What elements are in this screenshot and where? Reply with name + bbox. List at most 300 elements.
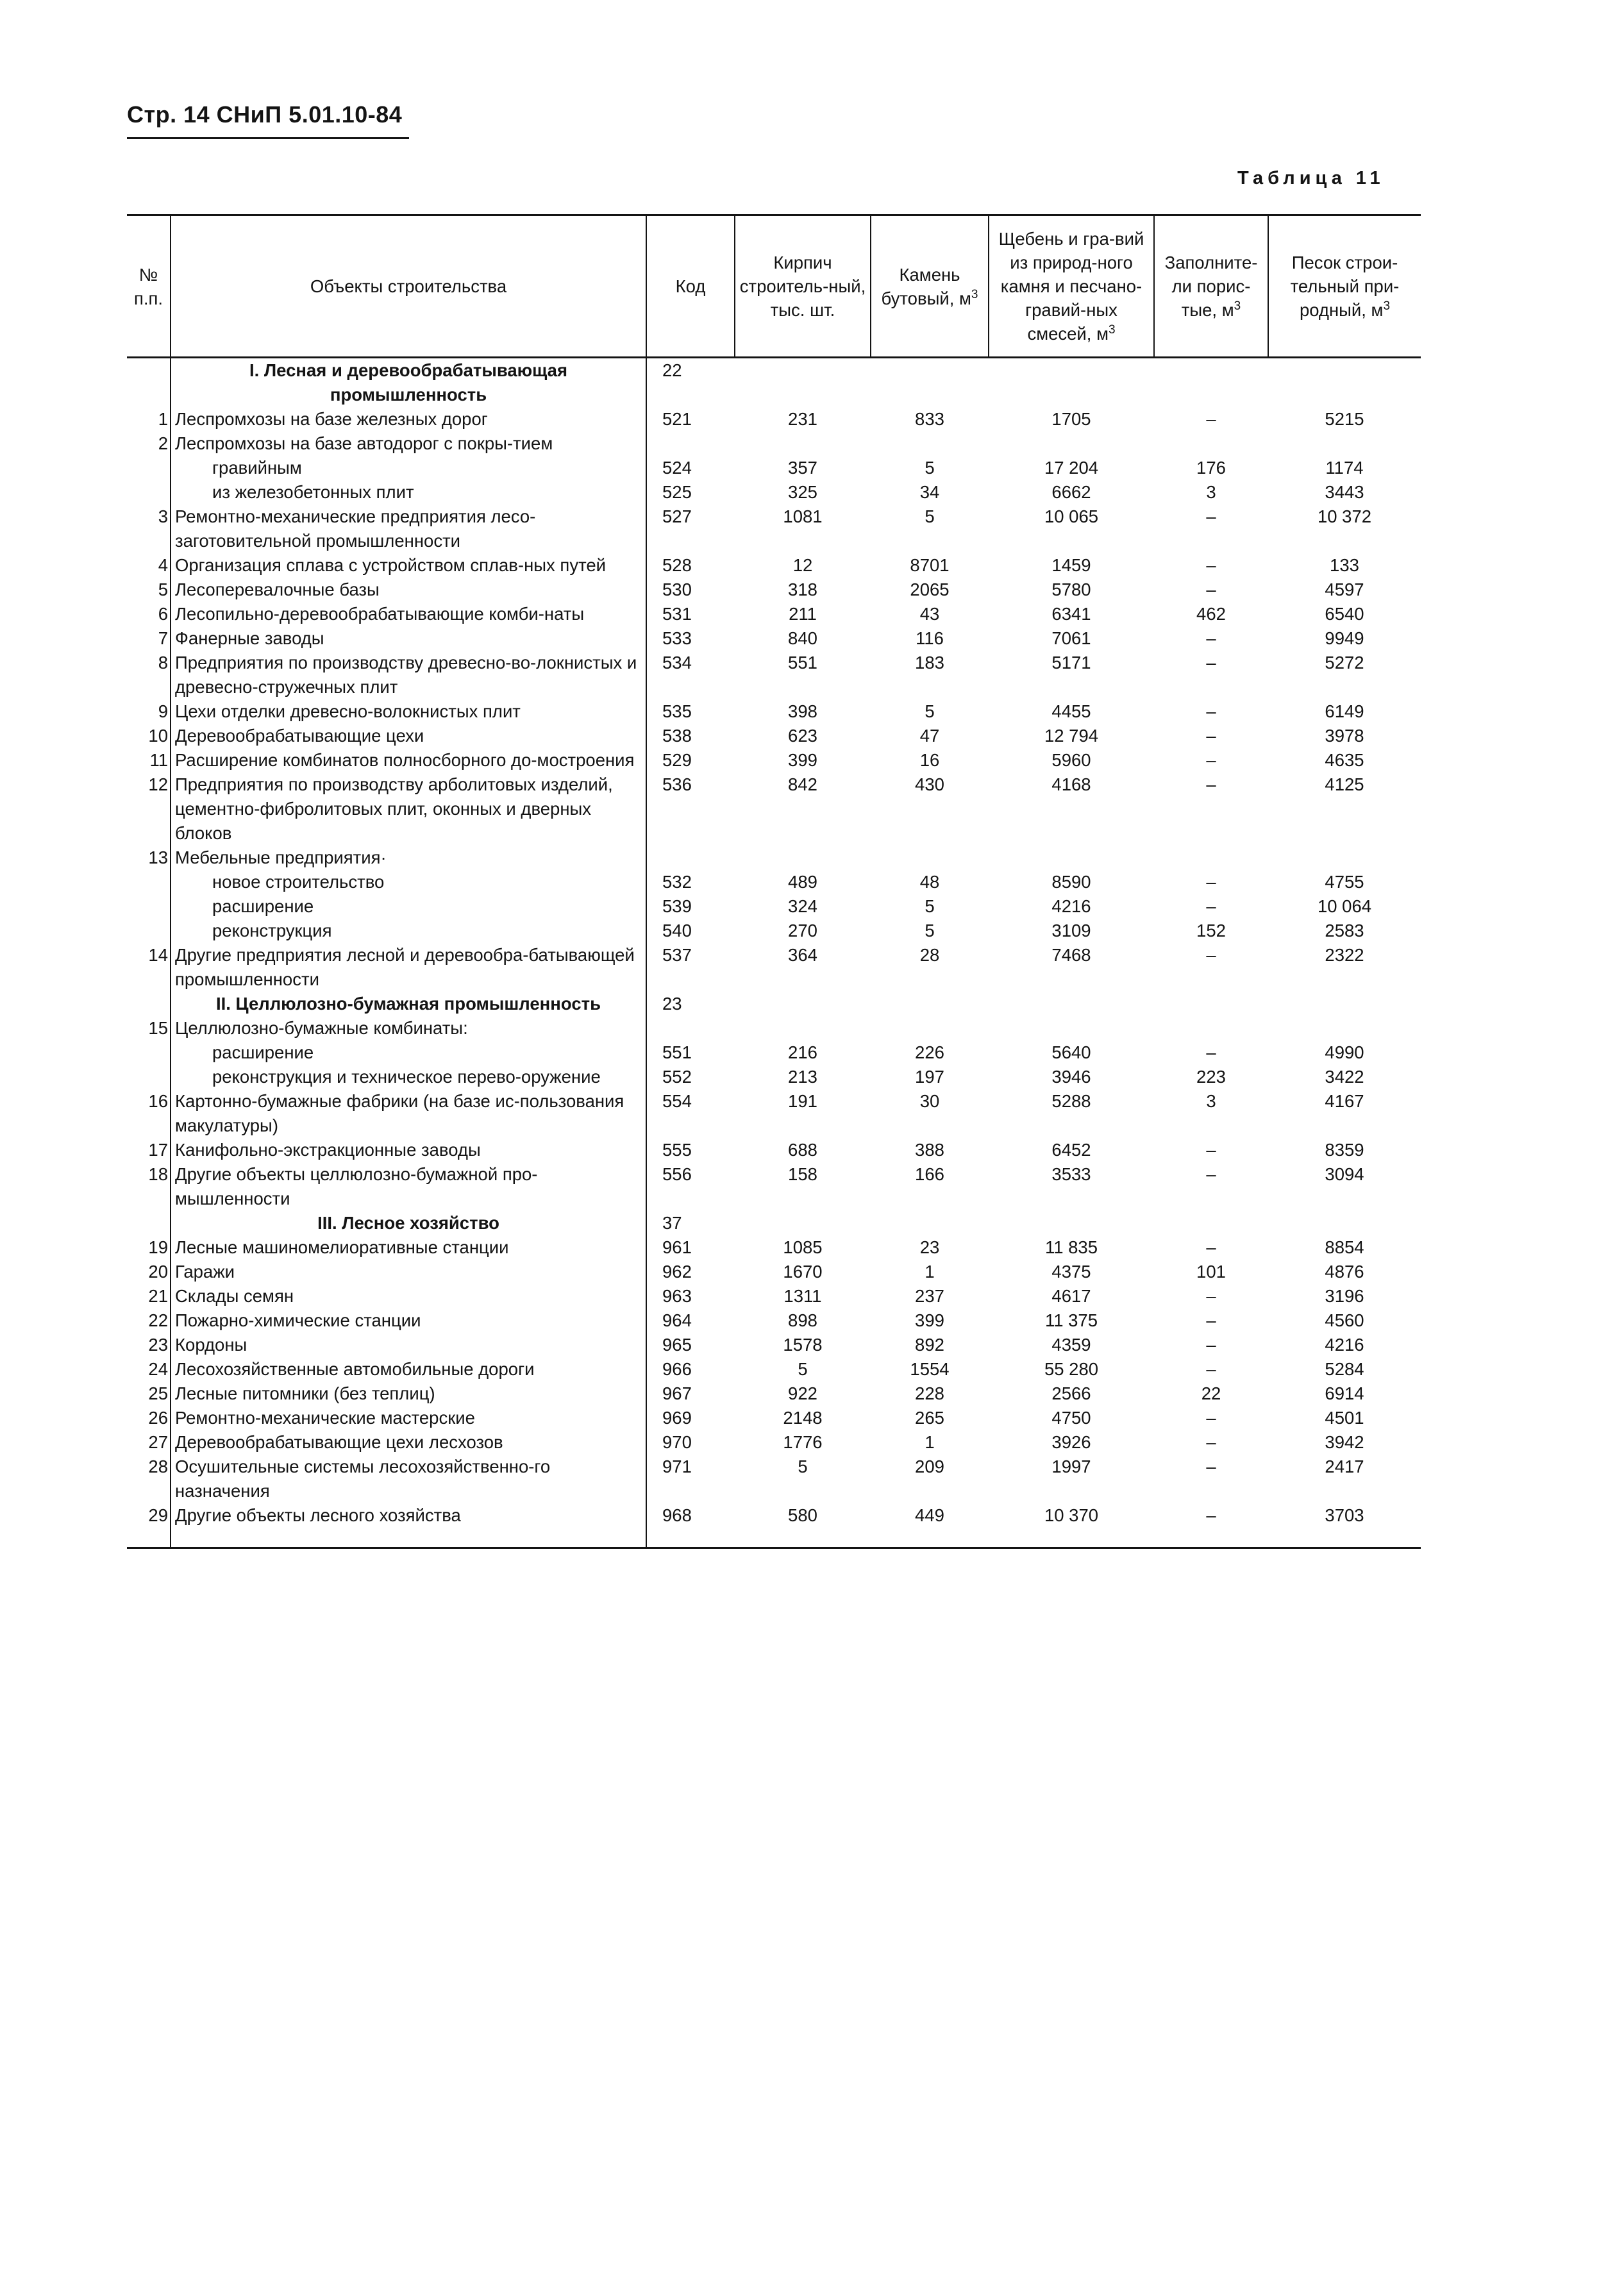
cell-name: Лесопильно-деревообрабатывающие комби-наты bbox=[171, 602, 646, 626]
cell-name: расширение bbox=[171, 1040, 646, 1065]
cell-gravel: 4375 bbox=[1051, 1262, 1091, 1282]
cell-gravel: 5640 bbox=[1051, 1042, 1091, 1062]
cell-brick: 12 bbox=[792, 555, 813, 575]
table-row bbox=[127, 894, 1421, 919]
cell-brick: 922 bbox=[788, 1383, 817, 1403]
cell-brick: 364 bbox=[788, 945, 817, 965]
cell-gravel: 5780 bbox=[1051, 580, 1091, 599]
cell-filler: – bbox=[1206, 1408, 1216, 1428]
cell-no: 25 bbox=[148, 1383, 168, 1403]
cell-no: 3 bbox=[158, 506, 168, 526]
cell-filler: 101 bbox=[1196, 1262, 1226, 1282]
cell-filler bbox=[1154, 358, 1268, 408]
cell-brick: 898 bbox=[788, 1310, 817, 1330]
cell-gravel bbox=[989, 431, 1154, 456]
cell-brick: 216 bbox=[788, 1042, 817, 1062]
cell-code: 963 bbox=[646, 1284, 735, 1308]
cell-brick: 5 bbox=[798, 1457, 808, 1476]
cell-name: Лесоперевалочные базы bbox=[171, 578, 646, 602]
cell-sand: 4167 bbox=[1325, 1091, 1364, 1111]
cell-brick bbox=[735, 1211, 871, 1235]
cell-gravel: 5288 bbox=[1051, 1091, 1091, 1111]
cell-filler bbox=[1154, 1016, 1268, 1040]
cell-no: 19 bbox=[148, 1237, 168, 1257]
cell-code: 552 bbox=[646, 1065, 735, 1089]
cell-gravel bbox=[989, 1016, 1154, 1040]
cell-name: Другие предприятия лесной и деревообра-батывающей промышленности bbox=[171, 943, 646, 992]
cell-stone: 5 bbox=[925, 921, 935, 940]
table-row bbox=[127, 1284, 1421, 1308]
cell-filler: – bbox=[1206, 1237, 1216, 1257]
cell-stone: 47 bbox=[919, 726, 940, 746]
cell-brick: 324 bbox=[788, 896, 817, 916]
cell-code: 540 bbox=[646, 919, 735, 943]
cell-sand: 4876 bbox=[1325, 1262, 1364, 1282]
cell-code: 525 bbox=[646, 480, 735, 505]
cell-brick: 318 bbox=[788, 580, 817, 599]
cell-code: 535 bbox=[646, 699, 735, 724]
cell-brick bbox=[735, 431, 871, 456]
cell-name: Осушительные системы лесохозяйственно-го назначения bbox=[171, 1455, 646, 1503]
cell-brick: 191 bbox=[788, 1091, 817, 1111]
cell-filler: 223 bbox=[1196, 1067, 1226, 1087]
cell-sand bbox=[1268, 1016, 1421, 1040]
cell-no: 6 bbox=[158, 604, 168, 624]
cell-brick: 5 bbox=[798, 1359, 808, 1379]
cell-stone: 116 bbox=[916, 628, 944, 648]
table-row bbox=[127, 748, 1421, 773]
cell-no: 20 bbox=[148, 1262, 168, 1282]
cell-no: 17 bbox=[148, 1140, 168, 1160]
cell-filler: 152 bbox=[1196, 921, 1226, 940]
cell-filler: – bbox=[1206, 1432, 1216, 1452]
cell-stone: 399 bbox=[915, 1310, 944, 1330]
cell-stone: 197 bbox=[915, 1067, 944, 1087]
cell-name: Канифольно-экстракционные заводы bbox=[171, 1138, 646, 1162]
cell-code: 533 bbox=[646, 626, 735, 651]
cell-filler: 462 bbox=[1196, 604, 1226, 624]
table-row bbox=[127, 651, 1421, 699]
cell-name: Фанерные заводы bbox=[171, 626, 646, 651]
cell-name: Склады семян bbox=[171, 1284, 646, 1308]
cell-code: 524 bbox=[646, 456, 735, 480]
cell-brick: 325 bbox=[788, 482, 817, 502]
cell-code: 22 bbox=[646, 358, 735, 408]
cell-gravel: 11 835 bbox=[1044, 1237, 1098, 1257]
cell-no: 8 bbox=[158, 653, 168, 672]
cell-filler: – bbox=[1206, 628, 1216, 648]
cell-gravel: 3533 bbox=[1051, 1164, 1091, 1184]
cell-sand: 5284 bbox=[1325, 1359, 1364, 1379]
cell-no bbox=[127, 1211, 171, 1235]
cell-code: 966 bbox=[646, 1357, 735, 1382]
table-row bbox=[127, 1040, 1421, 1065]
cell-sand: 1174 bbox=[1325, 458, 1364, 478]
cell-filler: – bbox=[1206, 653, 1216, 672]
table-row bbox=[127, 1308, 1421, 1333]
cell-no bbox=[127, 456, 171, 480]
cell-name: Леспромхозы на базе железных дорог bbox=[171, 407, 646, 431]
cell-code: 968 bbox=[646, 1503, 735, 1548]
cell-brick bbox=[735, 358, 871, 408]
cell-code: 969 bbox=[646, 1406, 735, 1430]
cell-filler: 22 bbox=[1201, 1383, 1221, 1403]
cell-brick: 1081 bbox=[783, 506, 823, 526]
cell-brick: 580 bbox=[735, 1503, 871, 1548]
cell-sand: 4597 bbox=[1325, 580, 1364, 599]
cell-no: 7 bbox=[158, 628, 168, 648]
section-heading-row bbox=[127, 992, 1421, 1016]
cell-filler: – bbox=[1206, 701, 1216, 721]
cell-filler: – bbox=[1206, 1164, 1216, 1184]
cell-stone: 183 bbox=[915, 653, 944, 672]
table-row bbox=[127, 724, 1421, 748]
cell-stone: 2065 bbox=[910, 580, 950, 599]
col-header-filler: Заполните-ли порис-тые, $м^3$ bbox=[1154, 215, 1268, 358]
cell-brick: 623 bbox=[788, 726, 817, 746]
cell-gravel: 3109 bbox=[1051, 921, 1091, 940]
table-body bbox=[127, 358, 1421, 1548]
table-row bbox=[127, 1406, 1421, 1430]
cell-filler: – bbox=[1206, 1140, 1216, 1160]
cell-sand: 8854 bbox=[1325, 1237, 1364, 1257]
cell-sand bbox=[1268, 431, 1421, 456]
cell-no: 1 bbox=[158, 409, 168, 429]
cell-name: Лесохозяйственные автомобильные дороги bbox=[171, 1357, 646, 1382]
cell-sand bbox=[1268, 358, 1421, 408]
cell-filler: – bbox=[1206, 506, 1216, 526]
cell-no: 13 bbox=[148, 848, 168, 867]
col-header-code: Код bbox=[646, 215, 735, 358]
cell-stone: 228 bbox=[915, 1383, 944, 1403]
cell-no: 5 bbox=[158, 580, 168, 599]
cell-gravel bbox=[989, 1211, 1154, 1235]
cell-filler: – bbox=[1206, 1310, 1216, 1330]
cell-filler: – bbox=[1206, 409, 1216, 429]
cell-stone: 28 bbox=[919, 945, 940, 965]
cell-brick: 1578 bbox=[783, 1335, 823, 1355]
cell-gravel bbox=[989, 358, 1154, 408]
table-row bbox=[127, 1016, 1421, 1040]
cell-sand: 4216 bbox=[1325, 1335, 1364, 1355]
cell-name: Ремонтно-механические предприятия лесо-заготовительной промышленности bbox=[171, 505, 646, 553]
cell-brick: 213 bbox=[788, 1067, 817, 1087]
cell-name: новое строительство bbox=[171, 870, 646, 894]
cell-code: 556 bbox=[646, 1162, 735, 1211]
cell-name: Леспромхозы на базе автодорог с покры-тием bbox=[171, 431, 646, 456]
cell-filler: 3 bbox=[1206, 1091, 1216, 1111]
cell-gravel: 3926 bbox=[1051, 1432, 1091, 1452]
cell-gravel: 4750 bbox=[1051, 1408, 1091, 1428]
cell-gravel: 6341 bbox=[1051, 604, 1091, 624]
table-row bbox=[127, 1455, 1421, 1503]
cell-sand: 5272 bbox=[1325, 653, 1364, 672]
table-row bbox=[127, 846, 1421, 870]
col-header-no: № п.п. bbox=[133, 264, 163, 308]
table-row bbox=[127, 553, 1421, 578]
cell-stone: 430 bbox=[915, 774, 944, 794]
cell-sand: 8359 bbox=[1325, 1140, 1364, 1160]
cell-no: 10 bbox=[148, 726, 168, 746]
cell-sand: 6149 bbox=[1325, 701, 1364, 721]
cell-sand: 3443 bbox=[1325, 482, 1364, 502]
cell-code: 37 bbox=[646, 1211, 735, 1235]
cell-stone: 16 bbox=[919, 750, 940, 770]
table-row bbox=[127, 1260, 1421, 1284]
cell-gravel: 4168 bbox=[1051, 774, 1091, 794]
cell-name: Кордоны bbox=[171, 1333, 646, 1357]
cell-no: 26 bbox=[148, 1408, 168, 1428]
cell-sand bbox=[1268, 992, 1421, 1016]
cell-brick: 357 bbox=[788, 458, 817, 478]
cell-name: Расширение комбинатов полносборного до-мостроения bbox=[171, 748, 646, 773]
col-header-sand: Песок строи-тельный при-родный, $м^3$ bbox=[1268, 215, 1421, 358]
table-row bbox=[127, 870, 1421, 894]
cell-sand: 3978 bbox=[1325, 726, 1364, 746]
table-row bbox=[127, 1065, 1421, 1089]
cell-brick: 551 bbox=[788, 653, 817, 672]
cell-sand: 4560 bbox=[1325, 1310, 1364, 1330]
cell-code: 521 bbox=[646, 407, 735, 431]
table-row bbox=[127, 1089, 1421, 1138]
table-row bbox=[127, 505, 1421, 553]
cell-name: III. Лесное хозяйство bbox=[171, 1211, 646, 1235]
section-heading-row bbox=[127, 1211, 1421, 1235]
cell-code: 532 bbox=[646, 870, 735, 894]
cell-no: 23 bbox=[148, 1335, 168, 1355]
cell-brick: 398 bbox=[788, 701, 817, 721]
cell-gravel: 10 065 bbox=[1044, 506, 1099, 526]
col-header-name: Объекты строительства bbox=[171, 215, 646, 358]
cell-code: 970 bbox=[646, 1430, 735, 1455]
cell-no bbox=[127, 1040, 171, 1065]
cell-no: 18 bbox=[148, 1164, 168, 1184]
table-row bbox=[127, 1382, 1421, 1406]
cell-no: 27 bbox=[148, 1432, 168, 1452]
cell-brick: 688 bbox=[788, 1140, 817, 1160]
table-caption: Таблица 11 bbox=[1237, 168, 1385, 188]
cell-no bbox=[127, 870, 171, 894]
table-row bbox=[127, 407, 1421, 431]
cell-gravel: 7061 bbox=[1051, 628, 1091, 648]
table-row bbox=[127, 578, 1421, 602]
cell-code: 971 bbox=[646, 1455, 735, 1503]
cell-sand: 3703 bbox=[1268, 1503, 1421, 1548]
cell-gravel: 12 794 bbox=[1044, 726, 1099, 746]
cell-sand: 3942 bbox=[1325, 1432, 1364, 1452]
cell-sand: 3094 bbox=[1325, 1164, 1364, 1184]
cell-name: Деревообрабатывающие цехи лесхозов bbox=[171, 1430, 646, 1455]
cell-stone: 388 bbox=[915, 1140, 944, 1160]
cell-filler: – bbox=[1206, 774, 1216, 794]
cell-gravel: 4455 bbox=[1051, 701, 1091, 721]
cell-filler: 3 bbox=[1206, 482, 1216, 502]
cell-code bbox=[646, 1016, 735, 1040]
cell-stone: 892 bbox=[915, 1335, 944, 1355]
cell-brick bbox=[735, 846, 871, 870]
cell-no bbox=[127, 894, 171, 919]
cell-filler bbox=[1154, 992, 1268, 1016]
cell-filler bbox=[1154, 431, 1268, 456]
table-row bbox=[127, 1235, 1421, 1260]
table-header-row bbox=[127, 215, 1421, 358]
cell-brick: 1311 bbox=[783, 1286, 822, 1306]
cell-stone bbox=[871, 992, 989, 1016]
cell-stone bbox=[871, 1211, 989, 1235]
table-row bbox=[127, 1138, 1421, 1162]
cell-code: 961 bbox=[646, 1235, 735, 1260]
cell-name: реконструкция bbox=[171, 919, 646, 943]
cell-sand: 2417 bbox=[1325, 1457, 1364, 1476]
table-row bbox=[127, 1162, 1421, 1211]
cell-sand: 6540 bbox=[1325, 604, 1364, 624]
cell-name: I. Лесная и деревообрабатывающая промышленность bbox=[171, 358, 646, 408]
cell-stone: 1 bbox=[925, 1432, 935, 1452]
cell-brick: 1670 bbox=[783, 1262, 823, 1282]
cell-code: 964 bbox=[646, 1308, 735, 1333]
cell-brick: 842 bbox=[788, 774, 817, 794]
cell-filler: – bbox=[1206, 896, 1216, 916]
table-row bbox=[127, 919, 1421, 943]
cell-code: 23 bbox=[646, 992, 735, 1016]
cell-code: 967 bbox=[646, 1382, 735, 1406]
cell-name: Другие объекты лесного хозяйства bbox=[171, 1503, 646, 1548]
cell-name: Деревообрабатывающие цехи bbox=[171, 724, 646, 748]
cell-sand: 4755 bbox=[1325, 872, 1364, 892]
cell-gravel: 8590 bbox=[1051, 872, 1091, 892]
cell-code: 530 bbox=[646, 578, 735, 602]
cell-name: реконструкция и техническое перево-оружение bbox=[171, 1065, 646, 1089]
cell-name: Картонно-бумажные фабрики (на базе ис-пользования макулатуры) bbox=[171, 1089, 646, 1138]
cell-code: 962 bbox=[646, 1260, 735, 1284]
cell-stone: 1 bbox=[925, 1262, 935, 1282]
cell-sand: 6914 bbox=[1325, 1383, 1364, 1403]
cell-code bbox=[646, 431, 735, 456]
col-header-gravel: Щебень и гра-вий из природ-ного камня и песчано-гравий-ных смесей, $м^3$ bbox=[989, 215, 1154, 358]
cell-sand: 9949 bbox=[1325, 628, 1364, 648]
cell-brick bbox=[735, 1016, 871, 1040]
cell-filler: – bbox=[1206, 1457, 1216, 1476]
cell-stone: 166 bbox=[915, 1164, 944, 1184]
cell-brick: 158 bbox=[788, 1164, 817, 1184]
cell-no: 11 bbox=[149, 750, 168, 770]
table-row bbox=[127, 480, 1421, 505]
cell-stone bbox=[871, 358, 989, 408]
cell-code: 965 bbox=[646, 1333, 735, 1357]
cell-stone: 209 bbox=[915, 1457, 944, 1476]
table-row bbox=[127, 773, 1421, 846]
cell-no bbox=[127, 1065, 171, 1089]
cell-no: 15 bbox=[148, 1018, 168, 1038]
cell-sand: 4125 bbox=[1325, 774, 1364, 794]
cell-filler: – bbox=[1206, 945, 1216, 965]
cell-gravel: 5171 bbox=[1051, 653, 1091, 672]
cell-stone: 5 bbox=[925, 506, 935, 526]
cell-no bbox=[127, 919, 171, 943]
cell-stone: 8701 bbox=[910, 555, 950, 575]
cell-name: Мебельные предприятия· bbox=[171, 846, 646, 870]
cell-code: 528 bbox=[646, 553, 735, 578]
cell-gravel: 1459 bbox=[1051, 555, 1091, 575]
cell-sand bbox=[1268, 846, 1421, 870]
cell-sand: 133 bbox=[1330, 555, 1359, 575]
cell-no: 24 bbox=[148, 1359, 168, 1379]
col-header-brick: Кирпич строитель-ный, тыс. шт. bbox=[735, 215, 871, 358]
cell-code: 536 bbox=[646, 773, 735, 846]
cell-name: Другие объекты целлюлозно-бумажной про-мышленности bbox=[171, 1162, 646, 1211]
table-row bbox=[127, 626, 1421, 651]
cell-name: Лесные питомники (без теплиц) bbox=[171, 1382, 646, 1406]
cell-no bbox=[127, 480, 171, 505]
cell-name: Целлюлозно-бумажные комбинаты: bbox=[171, 1016, 646, 1040]
cell-no: 28 bbox=[148, 1457, 168, 1476]
cell-brick: 489 bbox=[788, 872, 817, 892]
cell-code: 538 bbox=[646, 724, 735, 748]
cell-gravel: 11 375 bbox=[1044, 1310, 1098, 1330]
cell-gravel: 4617 bbox=[1051, 1286, 1091, 1306]
cell-stone: 833 bbox=[915, 409, 944, 429]
cell-filler: – bbox=[1206, 750, 1216, 770]
cell-stone: 449 bbox=[871, 1503, 989, 1548]
cell-filler: – bbox=[1206, 872, 1216, 892]
section-heading-row bbox=[127, 358, 1421, 408]
cell-code bbox=[646, 846, 735, 870]
cell-filler: – bbox=[1206, 726, 1216, 746]
cell-code: 551 bbox=[646, 1040, 735, 1065]
cell-name: Гаражи bbox=[171, 1260, 646, 1284]
cell-filler: – bbox=[1206, 1042, 1216, 1062]
cell-gravel: 1705 bbox=[1051, 409, 1091, 429]
cell-gravel bbox=[989, 846, 1154, 870]
cell-code: 529 bbox=[646, 748, 735, 773]
cell-no: 12 bbox=[148, 774, 168, 794]
cell-stone: 5 bbox=[925, 458, 935, 478]
cell-gravel: 6662 bbox=[1051, 482, 1091, 502]
cell-gravel: 5960 bbox=[1051, 750, 1091, 770]
cell-sand: 4990 bbox=[1325, 1042, 1364, 1062]
cell-name: Пожарно-химические станции bbox=[171, 1308, 646, 1333]
table-row bbox=[127, 602, 1421, 626]
cell-sand: 3196 bbox=[1325, 1286, 1364, 1306]
cell-no: 2 bbox=[158, 433, 168, 453]
cell-brick: 1085 bbox=[783, 1237, 823, 1257]
cell-sand: 4501 bbox=[1325, 1408, 1364, 1428]
cell-stone: 23 bbox=[919, 1237, 940, 1257]
cell-stone bbox=[871, 846, 989, 870]
cell-filler: – bbox=[1206, 580, 1216, 599]
cell-stone: 5 bbox=[925, 701, 935, 721]
cell-brick: 840 bbox=[788, 628, 817, 648]
cell-gravel: 6452 bbox=[1051, 1140, 1091, 1160]
table-row bbox=[127, 1333, 1421, 1357]
cell-sand: 2322 bbox=[1325, 945, 1364, 965]
cell-name: Ремонтно-механические мастерские bbox=[171, 1406, 646, 1430]
cell-brick: 231 bbox=[788, 409, 817, 429]
cell-stone: 34 bbox=[919, 482, 940, 502]
cell-name: Лесные машиномелиоративные станции bbox=[171, 1235, 646, 1260]
cell-sand: 5215 bbox=[1325, 409, 1364, 429]
cell-sand: 10 064 bbox=[1317, 896, 1372, 916]
cell-gravel: 7468 bbox=[1051, 945, 1091, 965]
cell-gravel: 17 204 bbox=[1044, 458, 1099, 478]
cell-no bbox=[127, 992, 171, 1016]
cell-name: II. Целлюлозно-бумажная промышленность bbox=[171, 992, 646, 1016]
cell-no: 21 bbox=[148, 1286, 168, 1306]
cell-sand: 2583 bbox=[1325, 921, 1364, 940]
cell-filler bbox=[1154, 1211, 1268, 1235]
cell-sand: 10 372 bbox=[1317, 506, 1372, 526]
cell-name: гравийным bbox=[171, 456, 646, 480]
